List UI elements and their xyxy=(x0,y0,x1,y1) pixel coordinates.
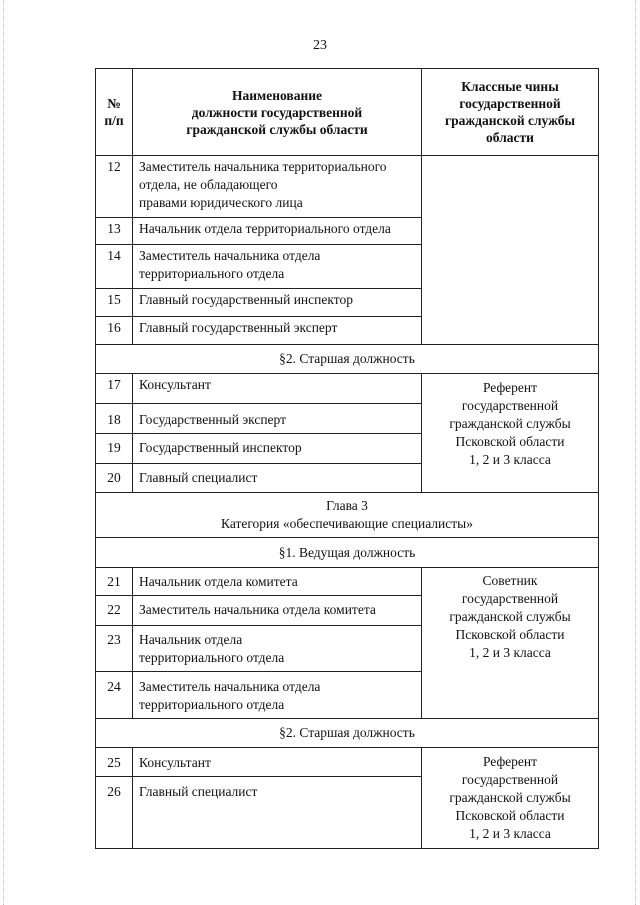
row-position-name: Заместитель начальника отдела территориального отдела xyxy=(133,672,422,719)
row-class-rank: Советник государственной гражданской службы Псковской области 1, 2 и 3 класса xyxy=(422,568,599,719)
section-heading-row xyxy=(96,345,599,374)
row-position-name: Консультант xyxy=(133,374,422,404)
row-position-name: Начальник отдела территориального отдела xyxy=(133,626,422,672)
chapter-heading-row xyxy=(96,493,599,538)
row-number: 21 xyxy=(96,568,133,596)
row-number: 26 xyxy=(96,777,133,849)
row-position-name: Государственный инспектор xyxy=(133,434,422,464)
scan-edge-right xyxy=(635,0,636,905)
table-header-row xyxy=(96,69,599,156)
row-position-name: Начальник отдела территориального отдела xyxy=(133,218,422,245)
table-row xyxy=(96,374,599,404)
row-number: 15 xyxy=(96,289,133,317)
row-number: 20 xyxy=(96,464,133,493)
row-number: 25 xyxy=(96,748,133,777)
positions-table xyxy=(95,68,599,849)
section-heading: §2. Старшая должность xyxy=(96,719,599,748)
row-number: 24 xyxy=(96,672,133,719)
header-number: № п/п xyxy=(96,69,133,156)
row-number: 12 xyxy=(96,156,133,218)
row-position-name: Главный государственный инспектор xyxy=(133,289,422,317)
row-class-rank-empty xyxy=(422,156,599,345)
section-heading-row xyxy=(96,538,599,568)
row-number: 23 xyxy=(96,626,133,672)
row-position-name: Главный специалист xyxy=(133,464,422,493)
header-class-rank: Классные чины государственной гражданской службы области xyxy=(422,69,599,156)
section-heading: §2. Старшая должность xyxy=(96,345,599,374)
row-position-name: Государственный эксперт xyxy=(133,404,422,434)
row-position-name: Заместитель начальника территориального отдела, не обладающего правами юридического лица xyxy=(133,156,422,218)
row-position-name: Заместитель начальника отдела территориального отдела xyxy=(133,245,422,289)
row-class-rank: Референт государственной гражданской службы Псковской области 1, 2 и 3 класса xyxy=(422,748,599,849)
row-position-name: Главный государственный эксперт xyxy=(133,317,422,345)
row-number: 19 xyxy=(96,434,133,464)
row-position-name: Консультант xyxy=(133,748,422,777)
header-position-name: Наименование должности государственной гражданской службы области xyxy=(133,69,422,156)
row-number: 16 xyxy=(96,317,133,345)
table-row xyxy=(96,748,599,777)
section-heading-row xyxy=(96,719,599,748)
row-position-name: Начальник отдела комитета xyxy=(133,568,422,596)
table-row xyxy=(96,156,599,218)
row-position-name: Заместитель начальника отдела комитета xyxy=(133,596,422,626)
row-class-rank: Референт государственной гражданской службы Псковской области 1, 2 и 3 класса xyxy=(422,374,599,493)
row-position-name: Главный специалист xyxy=(133,777,422,849)
table-row xyxy=(96,568,599,596)
row-number: 18 xyxy=(96,404,133,434)
row-number: 22 xyxy=(96,596,133,626)
scan-edge-left xyxy=(3,0,4,905)
row-number: 13 xyxy=(96,218,133,245)
page-number: 23 xyxy=(313,38,327,53)
section-heading: §1. Ведущая должность xyxy=(96,538,599,568)
row-number: 17 xyxy=(96,374,133,404)
row-number: 14 xyxy=(96,245,133,289)
chapter-heading: Глава 3 Категория «обеспечивающие специалисты» xyxy=(96,493,599,538)
